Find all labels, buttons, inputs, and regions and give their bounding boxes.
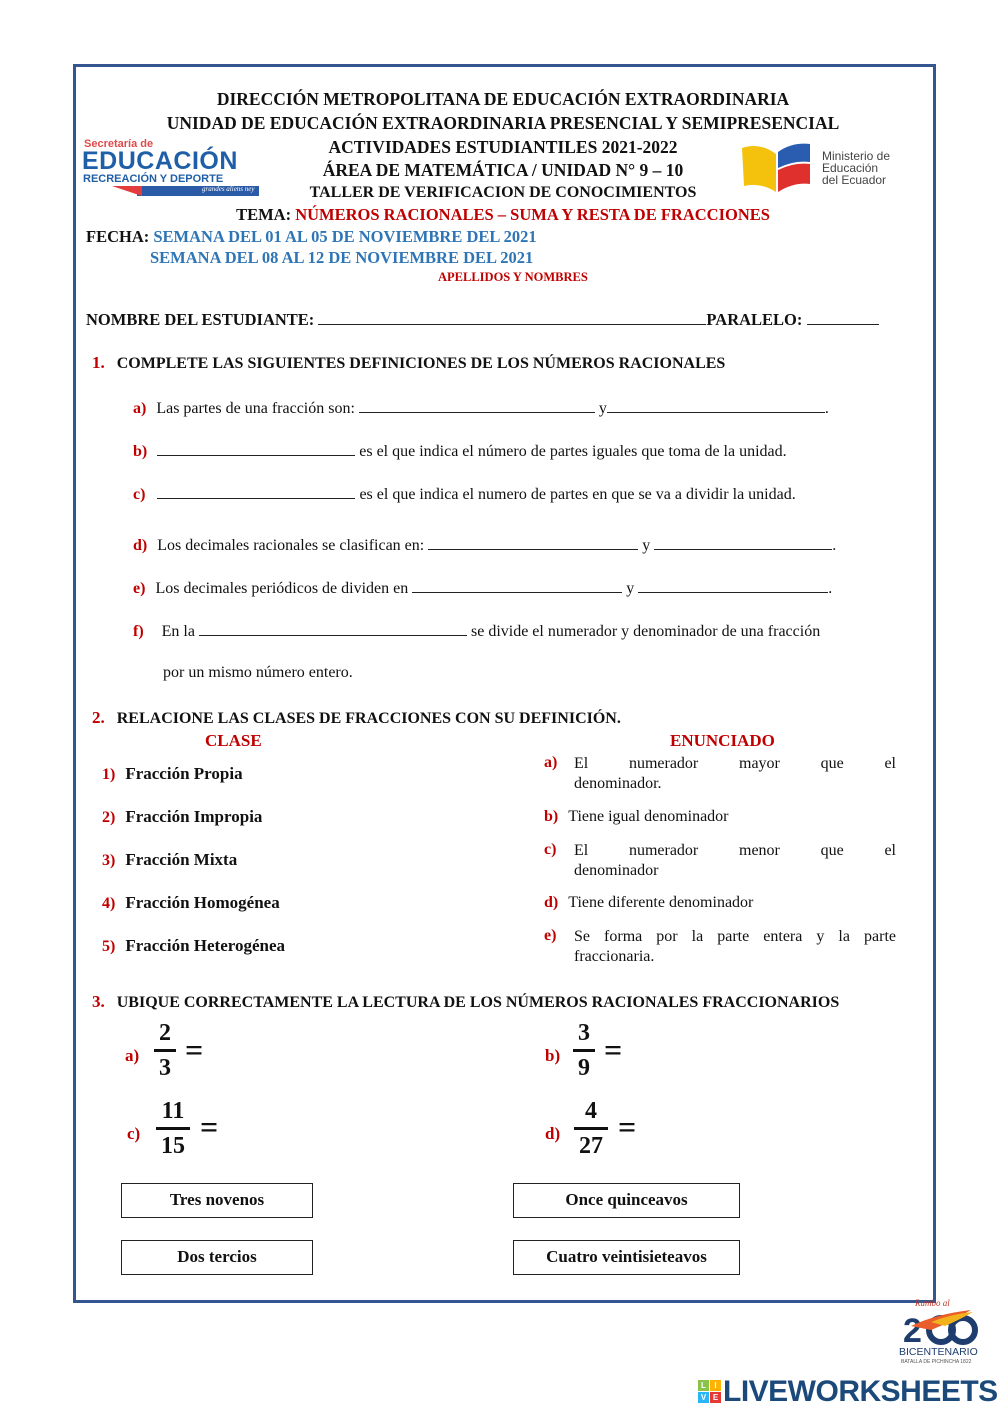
item-text: Los decimales periódicos de dividen en [155,580,409,597]
s1-item-e [133,578,832,598]
s1-e-blank-2[interactable] [638,578,828,593]
hummingbird-icon [901,1308,981,1346]
clase-label: 5) [102,938,116,955]
s1-item-d [133,535,836,555]
fecha-week-1: SEMANA DEL 01 AL 05 DE NOVIEMBRE DEL 2021 [153,227,537,246]
col-header-enunciado: ENUNCIADO [670,731,775,750]
enunciado-text-line-2: denominador [574,862,659,879]
fraction-c [156,1097,190,1160]
logo-secretaria-red-wedge [112,186,142,196]
s1-a-blank-2[interactable] [607,398,825,413]
logo-secretaria-tag: grandes aliens ney [202,185,255,193]
apellidos-hint: APELLIDOS Y NOMBRES [438,270,588,284]
tema-label: TEMA: [236,205,292,224]
item-label: c) [133,486,146,503]
enunciado-text-line-1: Se forma por la parte entera y la parte [574,928,896,945]
s1-item-a [133,398,829,418]
clase-text: Fracción Propia [125,764,243,783]
item-period: . [824,400,829,417]
section-3-number: 3. [92,992,105,1011]
paralelo-label: PARALELO: [706,310,803,329]
answer-dos-tercios[interactable]: Dos tercios [121,1240,313,1275]
section-2-title: RELACIONE LAS CLASES DE FRACCIONES CON SU DEFINICIÓN. [116,710,621,727]
header-line-3: ACTIVIDADES ESTUDIANTILES 2021-2022 [328,137,678,157]
item-period: . [828,580,833,597]
equals-sign: = [200,1109,219,1145]
fraction-bar [573,1049,595,1052]
fraction-a-label: a) [125,1046,140,1065]
enunciado-text-line-1: El numerador mayor que el [574,755,896,772]
item-label: d) [133,537,148,554]
equals-sign: = [618,1109,637,1145]
secretaria-educacion-logo [82,138,262,200]
fraction-d [574,1097,608,1160]
fraction-denominator: 3 [159,1055,171,1081]
bicent-script: Rumbo al [915,1298,950,1308]
s1-item-b [133,441,787,461]
s1-c-blank[interactable] [157,484,355,499]
clase-item-3 [102,850,237,870]
clase-item-2 [102,807,262,827]
fecha-line-1 [86,227,537,247]
liveworksheets-icon [698,1380,722,1404]
lw-letter: L [698,1380,709,1391]
equals-sign: = [185,1032,204,1068]
student-name-field[interactable] [318,310,706,325]
item-period: . [832,537,837,554]
answer-tres-novenos[interactable]: Tres novenos [121,1183,313,1218]
answer-once-quinceavos[interactable]: Once quinceavos [513,1183,740,1218]
clase-label: 3) [102,852,116,869]
svg-text:2: 2 [903,1312,922,1346]
liveworksheets-wordmark: LIVEWORKSHEETS [723,1375,998,1408]
enunciado-c [544,841,896,881]
fraction-d-label: d) [545,1124,561,1143]
header-line-1: DIRECCIÓN METROPOLITANA DE EDUCACIÓN EXTRAORDINARIA [216,89,790,109]
s1-item-f [133,621,820,641]
fecha-label: FECHA: [86,227,150,246]
fraction-b [573,1019,595,1082]
enunciado-b [544,808,729,826]
student-name-row [86,310,879,330]
s1-e-blank-1[interactable] [412,578,622,593]
enunciado-text-line-1: El numerador menor que el [574,842,896,859]
fecha-week-2: SEMANA DEL 08 AL 12 DE NOVIEMBRE DEL 2021 [150,248,534,267]
section-1-number: 1. [92,353,105,372]
bicentenario-logo [893,1298,986,1368]
clase-label: 2) [102,809,116,826]
student-name-label: NOMBRE DEL ESTUDIANTE: [86,310,315,329]
fraction-denominator: 27 [579,1133,603,1159]
enunciado-label: c) [544,841,557,858]
ministerio-line-2: Educación [822,161,879,175]
fraction-numerator: 3 [578,1020,590,1046]
section-1-title: COMPLETE LAS SIGUIENTES DEFINICIONES DE LOS NÚMEROS RACIONALES [116,355,726,372]
fraction-bar [156,1127,190,1130]
clase-label: 1) [102,766,116,783]
fraction-denominator: 15 [161,1133,185,1159]
item-text: se divide el numerador y denominador de una fracción [470,623,821,640]
bicent-title: BICENTENARIO [899,1346,978,1358]
enunciado-label: e) [544,927,557,944]
clase-text: Fracción Heterogénea [125,936,286,955]
enunciado-label: b) [544,808,559,825]
header-line-5: TALLER DE VERIFICACION DE CONOCIMIENTOS [309,184,697,201]
enunciado-e [544,927,896,967]
logo-secretaria-main: EDUCACIÓN [82,147,238,175]
paralelo-field[interactable] [807,310,879,325]
enunciado-d [544,894,753,912]
clase-text: Fracción Homogénea [125,893,280,912]
enunciado-a [544,754,896,794]
logo-secretaria-top: Secretaría de [84,138,154,150]
clase-item-1 [102,764,243,784]
item-label: e) [133,580,146,597]
s1-item-f-continuation: por un mismo número entero. [163,664,353,681]
clase-item-5 [102,936,285,956]
tema-line [73,205,933,225]
item-connector: y [626,580,635,597]
s1-f-blank[interactable] [199,621,467,636]
logo-secretaria-sub: RECREACIÓN Y DEPORTE [83,173,224,185]
tema-value: NÚMEROS RACIONALES – SUMA Y RESTA DE FRACCIONES [295,205,770,224]
section-3-heading [92,992,839,1012]
item-label: f) [133,623,144,640]
fraction-bar [574,1127,608,1130]
lw-letter: I [710,1380,721,1391]
s1-d-blank-1[interactable] [428,535,638,550]
fraction-numerator: 11 [161,1098,185,1124]
item-connector: y [642,537,651,554]
clase-label: 4) [102,895,116,912]
ministerio-educacion-logo [740,140,910,195]
s1-b-blank[interactable] [157,441,355,456]
fraction-c-label: c) [127,1124,141,1143]
section-2-heading [92,708,621,728]
s1-a-blank-1[interactable] [359,398,595,413]
fraction-a [154,1019,176,1082]
s1-item-c [133,484,796,504]
s1-d-blank-2[interactable] [654,535,832,550]
clase-item-4 [102,893,280,913]
section-3-title: UBIQUE CORRECTAMENTE LA LECTURA DE LOS NÚMEROS RACIONALES FRACCIONARIOS [116,994,840,1011]
clase-text: Fracción Impropia [125,807,263,826]
item-connector: y [598,400,607,417]
item-text: es el que indica el número de partes iguales que toma de la unidad. [359,443,787,460]
item-label: a) [133,400,147,417]
enunciado-text-line-2: fraccionaria. [574,948,655,965]
equals-sign: = [604,1032,623,1068]
item-text: Las partes de una fracción son: [156,400,355,417]
item-text: es el que indica el numero de partes en que se va a dividir la unidad. [359,486,796,503]
item-text: Los decimales racionales se clasifican en: [157,537,425,554]
item-text: En la [161,623,195,640]
enunciado-text: Tiene diferente denominador [568,894,754,911]
enunciado-label: a) [544,754,558,771]
ministerio-line-1: Ministerio de [822,149,891,163]
answer-cuatro-veintisieteavos[interactable]: Cuatro veintisieteavos [513,1240,740,1275]
fraction-denominator: 9 [578,1055,590,1081]
enunciado-text-line-2: denominador. [574,775,662,792]
col-header-clase: CLASE [205,731,262,750]
fraction-numerator: 2 [159,1020,171,1046]
section-1-heading [92,353,725,373]
header-line-2: UNIDAD DE EDUCACIÓN EXTRAORDINARIA PRESENCIAL Y SEMIPRESENCIAL [166,113,840,133]
section-2-number: 2. [92,708,105,727]
item-label: b) [133,443,148,460]
enunciado-text: Tiene igual denominador [568,808,729,825]
fraction-bar [154,1049,176,1052]
clase-text: Fracción Mixta [125,850,238,869]
fraction-b-label: b) [545,1046,561,1065]
enunciado-label: d) [544,894,559,911]
header-line-4: ÁREA DE MATEMÁTICA / UNIDAD N° 9 – 10 [322,160,684,180]
lw-letter: E [710,1392,721,1403]
ministerio-line-3: del Ecuador [822,173,887,187]
bicent-subtitle: BATALLA DE PICHINCHA 1822 [901,1359,972,1365]
fraction-numerator: 4 [585,1098,597,1124]
ecuador-book-icon [740,140,812,195]
lw-letter: V [698,1392,709,1403]
